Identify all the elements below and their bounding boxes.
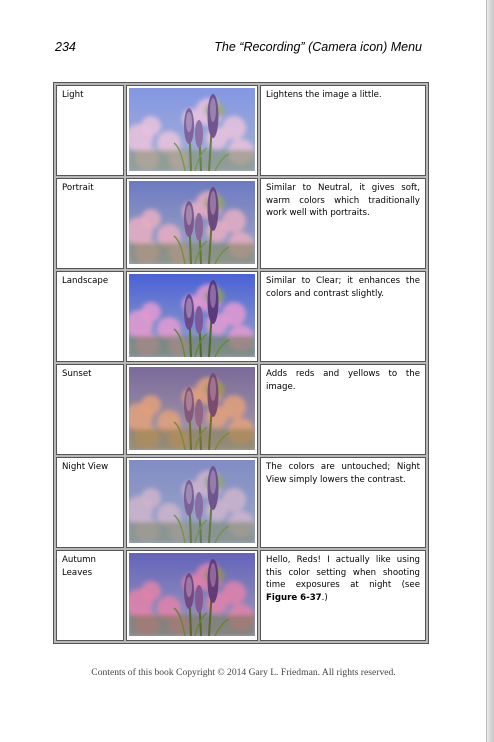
sample-photo: [129, 367, 255, 450]
sample-photo: [129, 88, 255, 171]
sample-photo: [129, 274, 255, 357]
setting-name: Landscape: [56, 271, 124, 362]
table-row: [56, 364, 426, 455]
setting-description: The colors are untouched; Night View simply lowers the contrast.: [260, 457, 426, 548]
page-edge-shadow: [486, 0, 494, 742]
sample-photo-cell: [126, 85, 258, 176]
description-text: Hello, Reds! I actually like using this color setting when shooting time exposures at night (see: [266, 555, 420, 590]
sample-photo-cell: [126, 364, 258, 455]
table-row: [56, 178, 426, 269]
table-row: [56, 85, 426, 176]
setting-description: Similar to Neutral, it gives soft, warm colors which traditionally work well with portraits.: [260, 178, 426, 269]
table-row: [56, 271, 426, 362]
sample-photo-cell: [126, 457, 258, 548]
color-settings-table: [53, 82, 429, 644]
sample-photo: [129, 553, 255, 636]
sample-photo-cell: [126, 550, 258, 641]
setting-name: Portrait: [56, 178, 124, 269]
running-head-title: The “Recording” (Camera icon) Menu: [214, 40, 422, 54]
setting-name: Light: [56, 85, 124, 176]
setting-description: Lightens the image a little.: [260, 85, 426, 176]
page-number: 234: [55, 40, 76, 54]
sample-photo: [129, 181, 255, 264]
setting-description: Similar to Clear; it enhances the colors and contrast slightly.: [260, 271, 426, 362]
setting-name: Autumn Leaves: [56, 550, 124, 641]
setting-name: Night View: [56, 457, 124, 548]
setting-description: Adds reds and yellows to the image.: [260, 364, 426, 455]
setting-description: [260, 550, 426, 641]
copyright-footer: Contents of this book Copyright © 2014 Gary L. Friedman. All rights reserved.: [91, 667, 396, 678]
sample-photo-cell: [126, 271, 258, 362]
description-text-end: .): [321, 592, 328, 603]
figure-reference-link[interactable]: Figure 6-37: [266, 592, 322, 603]
table-row: [56, 457, 426, 548]
setting-name: Sunset: [56, 364, 124, 455]
sample-photo: [129, 460, 255, 543]
sample-photo-cell: [126, 178, 258, 269]
table-row: [56, 550, 426, 641]
